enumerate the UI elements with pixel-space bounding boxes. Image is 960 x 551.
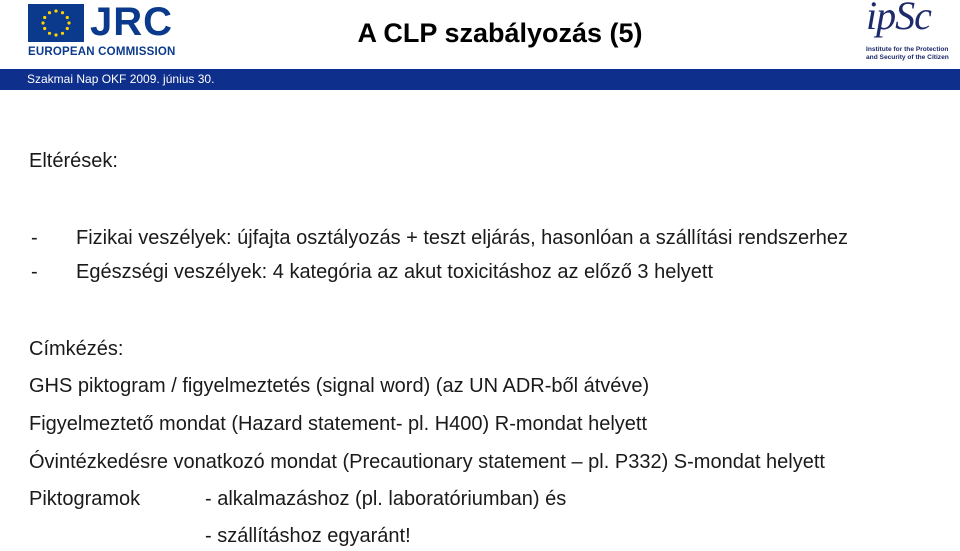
section-heading-labelling: Címkézés: bbox=[29, 338, 124, 360]
ipsc-tagline: Institute for the Protection and Security of the Citizen bbox=[866, 46, 949, 61]
pictograms-item: - alkalmazáshoz (pl. laboratóriumban) és bbox=[205, 488, 567, 510]
european-commission-label: EUROPEAN COMMISSION bbox=[28, 46, 176, 58]
pictograms-label: Piktogramok bbox=[29, 488, 141, 510]
section-heading-differences: Eltérések: bbox=[29, 150, 118, 172]
body-line: GHS piktogram / figyelmeztetés (signal word) (az UN ADR-ből átvéve) bbox=[29, 375, 650, 397]
pictograms-item: - szállításhoz egyaránt! bbox=[205, 525, 411, 547]
bullet-marker: - bbox=[31, 261, 38, 283]
body-line: Figyelmeztető mondat (Hazard statement- pl. H400) R-mondat helyett bbox=[29, 413, 648, 435]
bullet-marker: - bbox=[31, 227, 38, 249]
page-title: A CLP szabályozás (5) bbox=[357, 18, 643, 48]
event-date-label: Szakmai Nap OKF 2009. június 30. bbox=[27, 72, 215, 86]
bullet-text: Fizikai veszélyek: újfajta osztályozás + teszt eljárás, hasonlóan a szállítási rendszerhez bbox=[76, 227, 849, 249]
body-line: Óvintézkedésre vonatkozó mondat (Precautionary statement – pl. P332) S-mondat helyett bbox=[29, 451, 825, 473]
bullet-text: Egészségi veszélyek: 4 kategória az akut toxicitáshoz az előző 3 helyett bbox=[76, 261, 714, 283]
jrc-mark: JRC bbox=[90, 0, 174, 44]
ipsc-mark: ipSc bbox=[866, 0, 931, 38]
